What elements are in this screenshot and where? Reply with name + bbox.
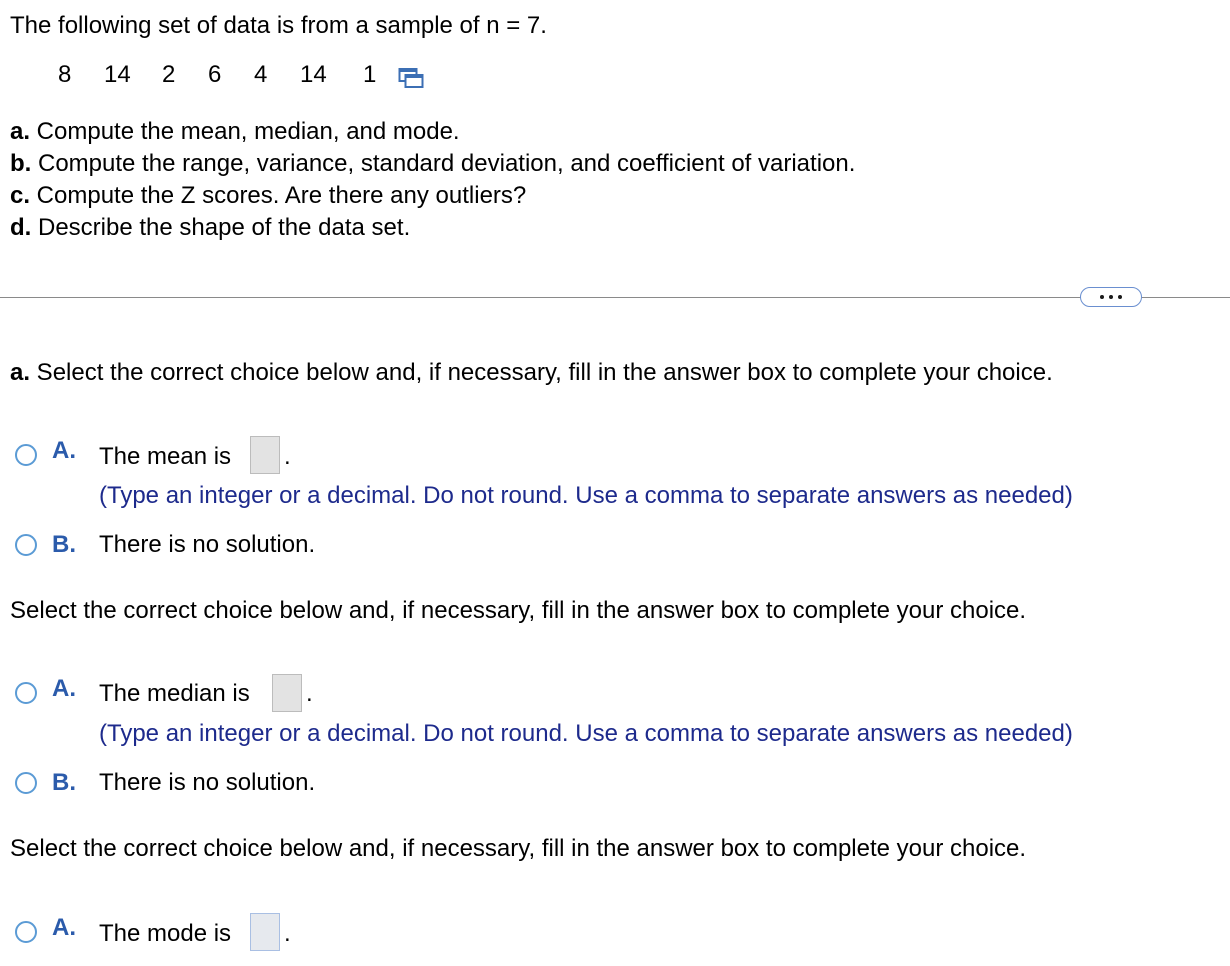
part-a-instruction: a. Select the correct choice below and, if necessary, fill in the answer box to complete your choice. — [10, 359, 1053, 386]
period: . — [284, 920, 291, 947]
part-c: c. Compute the Z scores. Are there any outliers? — [10, 182, 527, 209]
median-choice-a-text: The median is — [99, 680, 250, 707]
data-value: 8 — [58, 61, 72, 88]
mode-choice-a-text: The mode is — [99, 920, 232, 947]
median-instruction: Select the correct choice below and, if necessary, fill in the answer box to complete your choice. — [10, 597, 1027, 624]
mean-choice-a-letter: A. — [52, 437, 76, 464]
data-value: 1 — [363, 61, 377, 88]
mode-answer-input[interactable] — [250, 913, 280, 951]
data-value: 4 — [254, 61, 268, 88]
mean-choice-b-radio[interactable] — [15, 534, 37, 556]
mode-choice-a-radio[interactable] — [15, 921, 37, 943]
section-divider — [0, 297, 1230, 298]
median-choice-b-text: There is no solution. — [99, 769, 316, 796]
part-d: d. Describe the shape of the data set. — [10, 214, 411, 241]
data-value: 14 — [104, 61, 131, 88]
median-answer-input[interactable] — [272, 674, 302, 712]
mode-choice-a-letter: A. — [52, 914, 76, 941]
part-b: b. Compute the range, variance, standard deviation, and coefficient of variation. — [10, 150, 856, 177]
mean-answer-input[interactable] — [250, 436, 280, 474]
median-answer-hint: (Type an integer or a decimal. Do not round. Use a comma to separate answers as needed) — [99, 720, 1073, 747]
problem-intro: The following set of data is from a sample of n = 7. — [10, 12, 547, 39]
data-value: 6 — [208, 61, 222, 88]
mean-choice-a-radio[interactable] — [15, 444, 37, 466]
period: . — [284, 443, 291, 470]
problem-parts — [10, 116, 855, 244]
more-options-button[interactable] — [1080, 287, 1142, 307]
median-choice-a-radio[interactable] — [15, 682, 37, 704]
mean-choice-a-text: The mean is — [99, 443, 232, 470]
data-value: 2 — [162, 61, 176, 88]
period: . — [306, 680, 313, 707]
median-choice-b-letter: B. — [52, 769, 76, 796]
median-choice-a-letter: A. — [52, 675, 76, 702]
mean-choice-b-letter: B. — [52, 531, 76, 558]
mode-instruction: Select the correct choice below and, if necessary, fill in the answer box to complete your choice. — [10, 835, 1027, 862]
median-choice-b-radio[interactable] — [15, 772, 37, 794]
mean-choice-b-text: There is no solution. — [99, 531, 316, 558]
copy-data-icon[interactable] — [398, 67, 424, 89]
mean-answer-hint: (Type an integer or a decimal. Do not round. Use a comma to separate answers as needed) — [99, 482, 1073, 509]
data-value: 14 — [300, 61, 327, 88]
part-a: a. Compute the mean, median, and mode. — [10, 118, 460, 145]
